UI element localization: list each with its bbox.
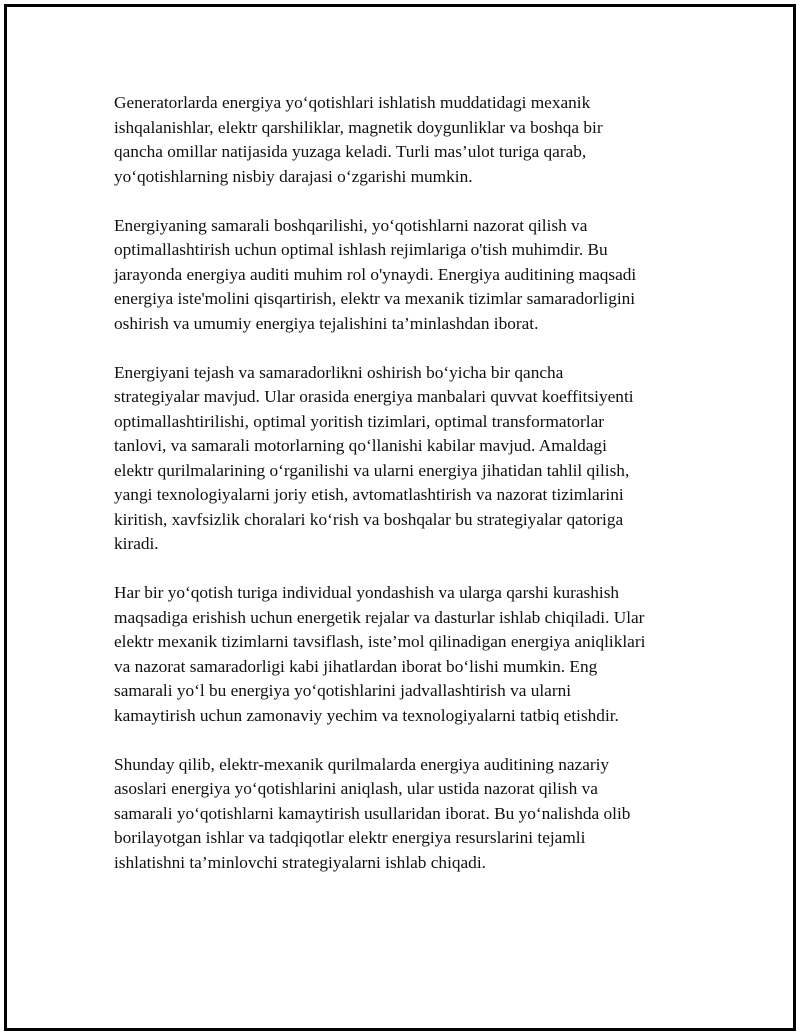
paragraph-line: Shunday qilib, elektr-mexanik qurilmalarda energiya auditining nazariy — [114, 754, 610, 774]
document-body — [114, 91, 694, 900]
paragraph-4 — [114, 581, 694, 728]
paragraph-line: asoslari energiya yo‘qotishlarini aniqlash, ular ustida nazorat qilish va — [114, 779, 598, 798]
paragraph-3 — [114, 361, 694, 557]
paragraph-line: optimallashtirish uchun optimal ishlash rejimlariga o'tish muhimdir. Bu — [114, 240, 608, 259]
paragraph-1 — [114, 91, 694, 189]
paragraph-line: kiritish, xavfsizlik choralari ko‘rish va boshqalar bu strategiyalar qatoriga — [114, 509, 624, 529]
paragraph-line: Energiyaning samarali boshqarilishi, yo‘qotishlarni nazorat qilish va — [114, 215, 588, 235]
paragraph-line: samarali yo‘l bu energiya yo‘qotishlarini jadvallashtirish va ularni — [114, 681, 572, 700]
paragraph-line: samarali yo‘qotishlarni kamaytirish usullaridan iborat. Bu yo‘nalishda olib — [114, 803, 631, 823]
paragraph-line: elektr qurilmalarining o‘rganilishi va ularni energiya jihatidan tahlil qilish, — [114, 460, 630, 480]
paragraph-line: strategiyalar mavjud. Ular orasida energiya manbalari quvvat koeffitsiyenti — [114, 387, 634, 406]
paragraph-line: Har bir yo‘qotish turiga individual yondashish va ularga qarshi kurashish — [114, 583, 620, 602]
paragraph-line: Energiyani tejash va samaradorlikni oshirish bo‘yicha bir qancha — [114, 362, 564, 382]
paragraph-line: Generatorlarda energiya yo‘qotishlari ishlatish muddatidagi mexanik — [114, 93, 591, 112]
paragraph-line: optimallashtirilishi, optimal yoritish tizimlari, optimal transformatorlar — [114, 411, 605, 431]
paragraph-line: kamaytirish uchun zamonaviy yechim va texnologiyalarni tatbiq etishdir. — [114, 705, 619, 725]
paragraph-line: yo‘qotishlarning nisbiy darajasi o‘zgarishi mumkin. — [114, 166, 473, 186]
paragraph-line: maqsadiga erishish uchun energetik rejalar va dasturlar ishlab chiqiladi. Ular — [114, 607, 645, 627]
paragraph-line: va nazorat samaradorligi kabi jihatlardan iborat bo‘lishi mumkin. Eng — [114, 656, 598, 676]
paragraph-5 — [114, 753, 694, 876]
paragraph-line: ishlatishni ta’minlovchi strategiyalarni ishlab chiqadi. — [114, 852, 486, 872]
paragraph-line: ishqalanishlar, elektr qarshiliklar, magnetik doygunliklar va boshqa bir — [114, 117, 603, 137]
paragraph-line: jarayonda energiya auditi muhim rol o'ynaydi. Energiya auditining maqsadi — [114, 264, 637, 284]
paragraph-line: oshirish va umumiy energiya tejalishini ta’minlashdan iborat. — [114, 313, 539, 333]
paragraph-line: qancha omillar natijasida yuzaga keladi. Turli mas’ulot turiga qarab, — [114, 142, 587, 161]
paragraph-2 — [114, 214, 694, 337]
paragraph-line: yangi texnologiyalarni joriy etish, avtomatlashtirish va nazorat tizimlarini — [114, 485, 624, 504]
paragraph-line: energiya iste'molini qisqartirish, elektr va mexanik tizimlar samaradorligini — [114, 289, 636, 308]
paragraph-line: tanlovi, va samarali motorlarning qo‘llanishi kabilar mavjud. Amaldagi — [114, 436, 607, 455]
paragraph-line: borilayotgan ishlar va tadqiqotlar elektr energiya resurslarini tejamli — [114, 828, 586, 847]
paragraph-line: kiradi. — [114, 534, 159, 553]
paragraph-line: elektr mexanik tizimlarni tavsiflash, iste’mol qilinadigan energiya aniqliklari — [114, 632, 646, 651]
